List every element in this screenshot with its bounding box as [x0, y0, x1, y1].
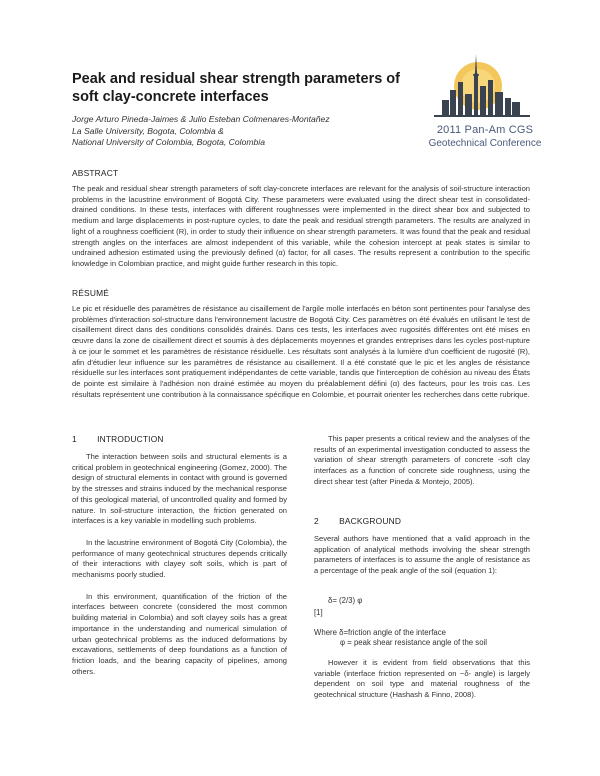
affiliation-1: La Salle University, Bogota, Colombia &: [72, 125, 224, 136]
equation-1: δ= (2/3) φ: [328, 596, 363, 605]
authors: Jorge Arturo Pineda-Jaimes & Julio Esteban Colmenares-Montañez: [72, 114, 330, 124]
review-paragraph-1: This paper presents a critical review and the analyses of the results of an experimental investigation conducted to assess the variation of shear strength parameters of concrete -soft clay interfaces as a function of concrete side roughness, using the direct shear test (after Pineda & Montejo, 2005).: [314, 434, 530, 486]
intro-paragraph-2: In the lacustrine environment of Bogotá City (Colombia), the performance of many geotechnical structures depends critically of their interactions with clayey soft soils, which is part of mechanisms poorly studied.: [72, 537, 287, 580]
equation-number: [1]: [314, 608, 323, 617]
logo-line-1: 2011 Pan-Am CGS: [436, 124, 534, 136]
background-paragraph-1: Several authors have mentioned that a valid approach in the application of analytical methods involving the shear strength parameters of interfaces is to assume the angle of resistance as a percentage of the peak angle of the soil (equation 1):: [314, 534, 530, 576]
conference-logo: [420, 46, 550, 156]
logo-line-2: Geotechnical Conference: [428, 138, 542, 149]
paper-title: Peak and residual shear strength parameters of soft clay-concrete interfaces: [72, 71, 400, 105]
intro-paragraph-1: The interaction between soils and structural elements is a critical problem in geotechnical engineering (Gomez, 2000). The design of structural elements in contact with ground is governed by the stresses and strains induced by the mechanical response of this geological material, of uncontrolled quality and formed by nature. In soil-structure interaction, the friction generated on interfaces is a key variable in modelling such problems.: [72, 452, 287, 526]
resume-heading: RÉSUMÉ: [72, 288, 110, 298]
abstract-text: The peak and residual shear strength parameters of soft clay-concrete interfaces are relevant for the analysis of soil-structure interaction problems in the lacustrine environment of Bogotá City. These parameters were evaluated using the direct shear test in consolidated-drained conditions. In these tests, interfaces with different roughnesses were implemented in the direct shear box and subjected to medium and large displacements in post-rupture cycles, to date the peak and residual strength parameters. The results are analyzed in light of a roughness coefficient (R), in order to study their influence on shear strength parameters. It was found that the peak and residual strength angles on the interfaces are almost independent of this variable, while the cohesion intercept at peak states is similar to undrained adhesion estimated using the previously defined (α) factor, for all cases. The results represent a contribution to the specific knowledge in Colombian practice, and might guide further research in this topic.: [72, 184, 530, 268]
skyline-icon: [420, 46, 550, 126]
intro-heading: 1 INTRODUCTION: [72, 434, 164, 444]
affiliation-2: National University of Colombia, Bogota, Colombia: [72, 137, 265, 147]
background-paragraph-2: However it is evident from field observations that this variable (interface friction represented on −δ- angle) is largely dependent on soil type and material roughness of the geotechnical structure (Hashash & Finno, 2008).: [314, 658, 530, 700]
where-line-1: Where δ=friction angle of the interface: [314, 628, 446, 637]
author-block: [72, 114, 432, 149]
intro-column: [72, 452, 287, 677]
background-paragraph: [314, 534, 530, 577]
review-paragraph: [314, 434, 530, 488]
intro-paragraph-3: In this environment, quantification of the friction of the interfaces between concrete (considered the most common building material in Colombia) and soft clayey soils has a great importance in the understanding and numerical simulation of urban geotechnical problems as the induced deformations by excavations, settlements of deep foundations as a function of friction loads, and the bearing capacity of pipelines, among others.: [72, 591, 287, 676]
background-paragraph-2-block: [314, 658, 530, 701]
background-heading: 2 BACKGROUND: [314, 516, 402, 526]
resume-text: Le pic et résiduelle des paramètres de résistance au cisaillement de l'argile molle interfacés en béton sont pertinentes pour l'analyse des problèmes d'interaction sol-structure dans l'environnement lacustre de Bogotá City. Ces paramètres on été évalués en utilisant le test de cisaillement direct dans des conditions consolidés drainés. Dans ces tests, les interfaces avec rugosités différentes ont été mises en œuvre dans la zone de cisaillement direct et soumis à des déplacements moyennes et grandes entreprises dans les cycles post-rupture à ce jour le sommet et les paramètres de résistance résiduelle. Les résultats sont analysés à la lumière d'un coefficient de rugosité (R), afin d'étudier leur influence sur les paramètres de résistance au cisaillement. Il a été constaté que le pic et les angles de résistance résiduelle sur les interfaces sont pratiquement indépendantes de cette variable, tandis que l'interception de cohésion au niveau des États de pointe est similaire à l'adhésion non drainé estimée au moyen du préalablement défini (α) des facteurs, pour les trois cas. Les résultats représentent une contribution à la connaissance spécifique en Colombie, et pourrait orienter les recherches dans cette rubrique.: [72, 304, 530, 399]
abstract-heading: ABSTRACT: [72, 168, 119, 178]
where-line-2: φ = peak shear resistance angle of the soil: [340, 638, 488, 647]
